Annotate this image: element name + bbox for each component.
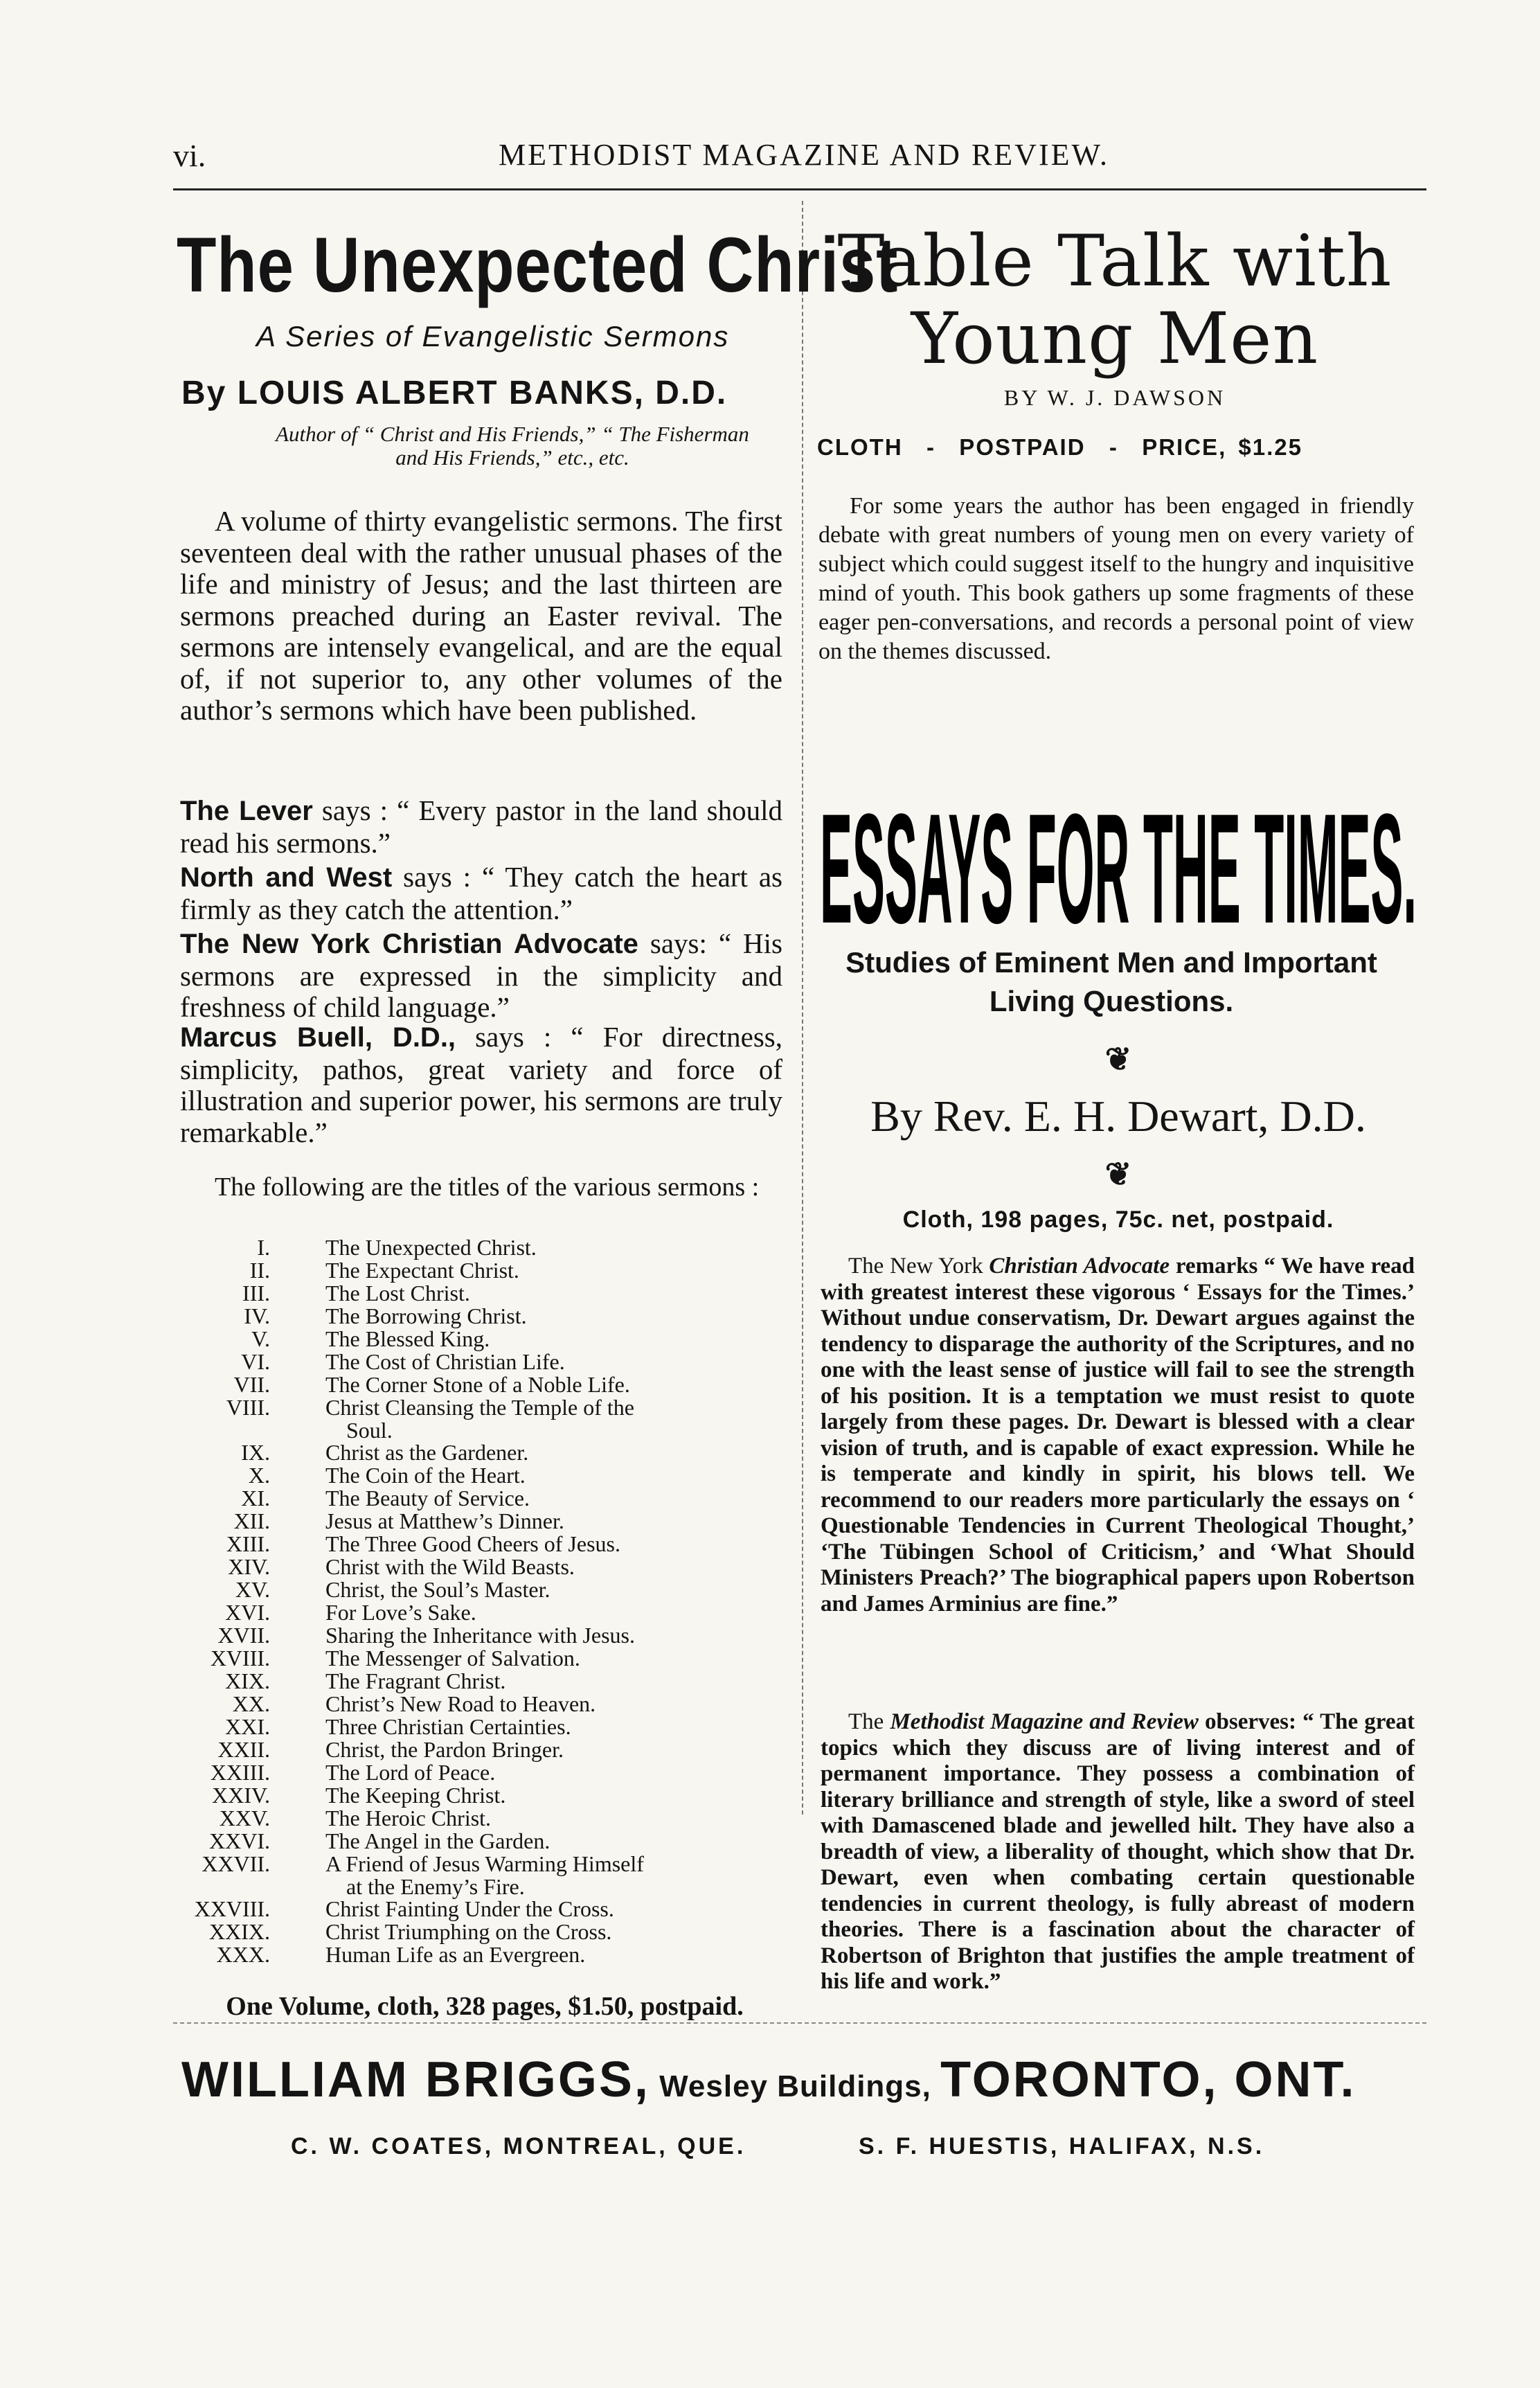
sermon-number: IV. [244, 1303, 270, 1328]
review-north-and-west [180, 862, 782, 925]
book-author: By LOUIS ALBERT BANKS, D.D. [181, 375, 728, 411]
sermon-title: The Lost Christ. [325, 1281, 470, 1306]
review-source: North and West [180, 862, 393, 893]
sermon-item [180, 1647, 789, 1670]
sermon-title: Christ, the Pardon Bringer. [325, 1737, 564, 1762]
sermon-title: For Love’s Sake. [325, 1600, 476, 1625]
review-the-lever [180, 795, 782, 859]
essays-title-display [818, 777, 1428, 936]
essays-author: By Rev. E. H. Dewart, D.D. [870, 1091, 1366, 1141]
sermon-item [180, 1693, 789, 1716]
sermon-number: VIII. [226, 1395, 270, 1420]
sermon-number: IX. [241, 1440, 270, 1465]
sermon-number: XXV. [219, 1806, 270, 1830]
publisher-address: Wesley Buildings, [650, 2069, 941, 2103]
sermon-title: The Fragrant Christ. [325, 1668, 506, 1693]
sermon-title-continued: at the Enemy’s Fire. [346, 1874, 525, 1899]
sermon-number: XI. [241, 1486, 270, 1511]
sermon-title: The Three Good Cheers of Jesus. [325, 1531, 620, 1556]
agent-halifax: S. F. HUESTIS, HALIFAX, N.S. [859, 2133, 1265, 2159]
sermon-item [180, 1441, 789, 1464]
sermon-title: The Expectant Christ. [325, 1258, 519, 1283]
sermon-title: The Beauty of Service. [325, 1486, 530, 1511]
running-title: METHODIST MAGAZINE AND REVIEW. [499, 138, 1109, 172]
header-rule [173, 188, 1426, 190]
sermon-number: XXX. [216, 1942, 270, 1967]
sermon-item [180, 1807, 789, 1830]
sermon-title: The Heroic Christ. [325, 1806, 492, 1830]
table-talk-author: BY W. J. DAWSON [1003, 385, 1226, 410]
sermon-number: II. [249, 1258, 270, 1283]
sermon-number: XIV. [228, 1554, 270, 1579]
sermon-title: The Unexpected Christ. [325, 1235, 537, 1260]
sermon-title: Christ Fainting Under the Cross. [325, 1896, 614, 1921]
volume-price-line: One Volume, cloth, 328 pages, $1.50, postpaid. [226, 1992, 744, 2021]
sermon-number: XXVII. [202, 1851, 270, 1876]
review-ny-christian-advocate [180, 928, 782, 1024]
sermon-item [180, 1282, 789, 1305]
sermon-number: XXIII. [210, 1760, 270, 1785]
ornament-1: ❦ [1104, 1042, 1132, 1077]
review-source: Marcus Buell, D.D., [180, 1022, 456, 1053]
sermon-item [180, 1351, 789, 1373]
sermon-item [180, 1716, 789, 1738]
essays-review-ny-advocate [821, 1254, 1415, 1617]
review-source-prefix: The New York [848, 1254, 990, 1278]
review-marcus-buell [180, 1022, 782, 1148]
sermon-number: XVI. [225, 1600, 270, 1625]
sermon-item [180, 1853, 789, 1875]
agent-montreal: C. W. COATES, MONTREAL, QUE. [291, 2133, 746, 2159]
review-text: remarks “ We have read with greatest interest these vigorous ‘ Essays for the Times.’ Without undue conservatism, Dr. Dewart argues against the tendency to disparage the authority of the Scriptures, and no one with the least sense of justice will fail to see the strength of his position. It is a temptation we must resist to quote largely from these pages. Dr. Dewart is blessed with a clear vision of truth, and is capable of exact expression. While he is temperate and kindly in spirit, his blows tell. We recommend to our readers more particularly the essays on ‘ Questionable Tendencies in Current Theological Thought,’ ‘The Tübingen School of Criticism,’ and ‘What Should Ministers Preach?’ The biographical papers upon Robertson and James Arminius are fine.” [821, 1254, 1415, 1616]
review-source-prefix: The [848, 1709, 890, 1734]
sermon-title-continued: Soul. [346, 1418, 393, 1443]
review-source: The New York Christian Advocate [180, 929, 638, 959]
sermon-title: The Lord of Peace. [325, 1760, 496, 1785]
sermon-item-continuation [180, 1875, 789, 1898]
review-text: observes: “ The great topics which they discuss are of living interest and of permanent importance. They possess a combination of literary brilliance and strength of style, like a sword of steel with Damascened blade and jewelled hilt. They have also a breadth of view, a liberality of thought, which show that Dr. Dewart, even when combating certain questionable tendencies in current theology, is fully abreast of modern theories. There is a fascination about the character of Robertson of Brighton that justifies the ample treatment of his life and work.” [821, 1709, 1415, 1994]
column-divider [802, 201, 803, 1815]
sermon-title: Jesus at Matthew’s Dinner. [325, 1508, 564, 1533]
table-talk-price: CLOTH - POSTPAID - PRICE, $1.25 [817, 434, 1302, 460]
sermon-number: VI. [241, 1349, 270, 1374]
sermon-number: XXIX. [209, 1919, 270, 1944]
review-text: says: “ His sermons are expressed in the simplicity and freshness of child language.” [180, 927, 782, 1023]
review-text: says : “ Every pastor in the land should read his sermons.” [180, 794, 782, 859]
book-title-table-talk [814, 220, 1416, 380]
essays-price: Cloth, 198 pages, 75c. net, postpaid. [902, 1206, 1334, 1233]
review-source-name: Christian Advocate [989, 1254, 1170, 1278]
sermon-item-continuation [180, 1419, 789, 1441]
sermon-number: XVII. [217, 1623, 270, 1648]
sermon-item [180, 1373, 789, 1396]
review-source: The Lever [180, 796, 313, 826]
sermon-item [180, 1236, 789, 1259]
title-line-2: Young Men [911, 298, 1319, 380]
footer-rule [173, 2022, 1426, 2024]
sermon-item [180, 1670, 789, 1693]
sermon-title: Christ, the Soul’s Master. [325, 1577, 550, 1602]
sermon-number: XXVI. [209, 1828, 270, 1853]
book-title-unexpected-christ: The Unexpected Christ [177, 222, 899, 308]
book-subtitle: A Series of Evangelistic Sermons [256, 320, 730, 353]
sermon-item [180, 1510, 789, 1533]
sermon-item [180, 1921, 789, 1943]
ornament-2: ❦ [1104, 1157, 1132, 1192]
sermon-item [180, 1464, 789, 1487]
sermon-item [180, 1487, 789, 1510]
sermon-title: The Borrowing Christ. [325, 1303, 527, 1328]
sermon-title: Christ as the Gardener. [325, 1440, 529, 1465]
review-source-name: Methodist Magazine and Review [890, 1709, 1199, 1734]
sermon-number: V. [251, 1326, 270, 1351]
publisher-name: WILLIAM BRIGGS, [181, 2052, 650, 2108]
sermon-number: XII. [233, 1508, 270, 1533]
sermon-item [180, 1943, 789, 1966]
sermon-list [180, 1236, 789, 1966]
sermon-title: The Keeping Christ. [325, 1783, 506, 1808]
sermon-item [180, 1738, 789, 1761]
sermon-item [180, 1556, 789, 1578]
sermon-item [180, 1624, 789, 1647]
sermon-title: The Angel in the Garden. [325, 1828, 550, 1853]
sermon-number: XX. [232, 1691, 270, 1716]
sermon-title: The Blessed King. [325, 1326, 490, 1351]
sermon-item [180, 1578, 789, 1601]
title-line-1: Table Talk with [837, 220, 1393, 303]
sermon-number: XVIII. [210, 1646, 270, 1670]
sermon-title: A Friend of Jesus Warming Himself [325, 1851, 644, 1876]
sermon-number: XXVIII. [194, 1896, 270, 1921]
sermon-item [180, 1601, 789, 1624]
table-talk-description: For some years the author has been engaged in friendly debate with great numbers of young men on every variety of subject which could suggest itself to the hungry and inquisitive mind of youth. This book gathers up some fragments of these eager pen-conversations, and records a personal point of view on the themes discussed. [818, 493, 1414, 664]
sermon-item [180, 1898, 789, 1921]
sermon-titles-intro: The following are the titles of the various sermons : [215, 1173, 760, 1202]
essays-subtitle: Studies of Eminent Men and Important Living Questions. [845, 946, 1377, 1017]
sermon-item [180, 1259, 789, 1282]
sermon-title: The Messenger of Salvation. [325, 1646, 580, 1670]
sermon-title: Human Life as an Evergreen. [325, 1942, 586, 1967]
sermon-number: XXIV. [212, 1783, 270, 1808]
author-note: Author of “ Christ and His Friends,” “ The Fisherman and His Friends,” etc., etc. [276, 422, 749, 470]
sermon-title: Christ Cleansing the Temple of the [325, 1395, 634, 1420]
sermon-item [180, 1396, 789, 1419]
sermon-item [180, 1830, 789, 1853]
sermon-number: III. [242, 1281, 270, 1306]
publisher-city: TORONTO, ONT. [940, 2052, 1357, 2108]
page-number: vi. [173, 138, 206, 173]
sermon-item [180, 1533, 789, 1556]
sermon-number: VII. [233, 1372, 270, 1397]
essays-title-text: ESSAYS FOR THE TIMES. [820, 781, 1417, 936]
book-intro: A volume of thirty evangelistic sermons. The first seventeen deal with the rather unusual phases of the life and ministry of Jesus; and the last thirteen are sermons preached during an Easter revival. The sermons are intensely evangelical, and are the equal of, if not superior to, any other volumes of the author’s sermons which have been published. [180, 505, 782, 726]
sermon-item [180, 1328, 789, 1351]
essays-review-methodist-magazine [821, 1709, 1415, 1995]
sermon-number: X. [248, 1463, 270, 1488]
sermon-number: XXII. [217, 1737, 270, 1762]
sermon-title: The Coin of the Heart. [325, 1463, 526, 1488]
sermon-title: Three Christian Certainties. [325, 1714, 571, 1739]
sermon-title: The Corner Stone of a Noble Life. [325, 1372, 630, 1397]
sermon-number: XIX. [225, 1668, 270, 1693]
sermon-title: Sharing the Inheritance with Jesus. [325, 1623, 635, 1648]
sermon-title: Christ with the Wild Beasts. [325, 1554, 575, 1579]
sermon-item [180, 1761, 789, 1784]
review-text: says : “ They catch the heart as firmly as they catch the attention.” [180, 861, 782, 925]
review-text: says : “ For directness, simplicity, pathos, great variety and force of illustration and superior power, his sermons are truly remarkable.” [180, 1021, 782, 1148]
sermon-number: XXI. [225, 1714, 270, 1739]
sermon-number: XV. [235, 1577, 270, 1602]
publisher-line [181, 2051, 1356, 2108]
sermon-title: The Cost of Christian Life. [325, 1349, 565, 1374]
sermon-item [180, 1784, 789, 1807]
sermon-item [180, 1305, 789, 1328]
sermon-number: XIII. [226, 1531, 270, 1556]
sermon-title: Christ’s New Road to Heaven. [325, 1691, 596, 1716]
sermon-title: Christ Triumphing on the Cross. [325, 1919, 612, 1944]
sermon-number: I. [257, 1235, 270, 1260]
